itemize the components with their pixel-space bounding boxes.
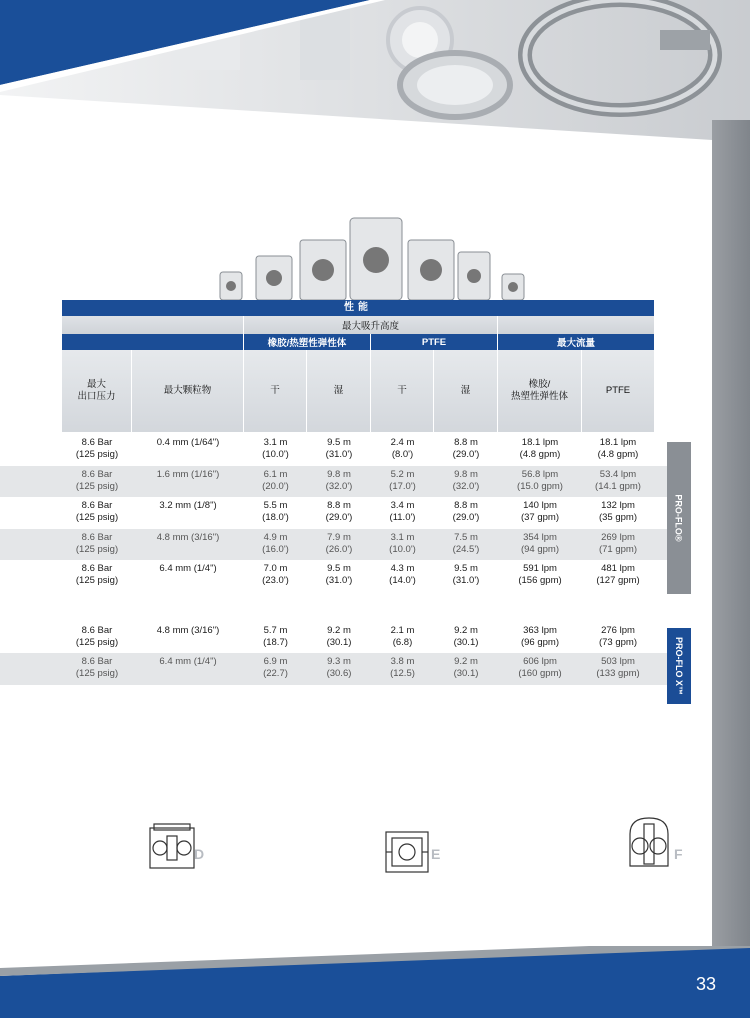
cell-ptfe-wet-lift: 9.5 m (31.0') [452,563,480,586]
cell-rubber-wet-lift: 7.9 m (26.0') [325,531,353,555]
cell-rubber-wet-lift: 8.8 m (29.0') [325,500,353,523]
cell-particle-size: 6.4 mm (1/4") [159,563,217,574]
cell-flow-rubber: 56.8 lpm (15.0 gpm) [517,468,563,492]
cell-ptfe-dry-lift: 2.1 m (6.8) [390,624,415,648]
cell-rubber-wet-lift: 9.8 m (32.0') [325,468,353,492]
cell-flow-rubber: 606 lpm (160 gpm) [518,656,562,679]
cell-rubber-dry-lift: 7.0 m (23.0') [262,563,289,586]
cell-outlet-pressure: 8.6 Bar (125 psig) [75,437,119,460]
cell-rubber-dry-lift: 5.7 m (18.7) [263,624,288,648]
cell-flow-ptfe: 276 lpm (73 gpm) [598,624,637,648]
rubber-heading: 橡胶/热塑性弹性体 [244,334,371,350]
pump-diagram-d [148,822,196,872]
cell-ptfe-dry-lift: 2.4 m (8.0') [390,437,415,460]
cell-outlet-pressure: 8.6 Bar (125 psig) [75,563,119,586]
cell-outlet-pressure: 8.6 Bar (125 psig) [75,531,119,555]
col-ptfe-dry: 干 [371,350,434,432]
pump-lineup-image [218,216,536,302]
page-number: 33 [695,974,716,994]
cell-flow-ptfe: 503 lpm (133 gpm) [596,656,640,679]
cell-ptfe-wet-lift: 9.8 m (32.0') [452,468,480,492]
right-margin-bar [712,120,750,960]
cell-rubber-dry-lift: 3.1 m (10.0') [262,437,289,460]
col-rubber-dry: 干 [244,350,307,432]
pump-diagram-f [624,814,674,872]
cell-rubber-wet-lift: 9.5 m (31.0') [325,563,353,586]
col-flow-rubber: 橡胶/ 热塑性弹性体 [498,350,582,432]
cell-flow-ptfe: 18.1 lpm (4.8 gpm) [597,437,639,460]
performance-table-body [0,434,668,685]
col-ptfe-wet: 湿 [434,350,498,432]
header-photo-collage [0,0,750,170]
cell-ptfe-wet-lift: 8.8 m (29.0') [452,500,480,523]
cell-ptfe-dry-lift: 4.3 m (14.0') [389,563,416,586]
table-row [0,434,668,466]
cell-outlet-pressure: 8.6 Bar (125 psig) [75,500,119,523]
cell-outlet-pressure: 8.6 Bar (125 psig) [75,624,119,648]
suction-lift-heading: 最大吸升高度 [244,316,498,334]
performance-table-header [62,300,654,432]
cell-rubber-wet-lift: 9.2 m (30.1) [326,624,352,648]
col-particle: 最大颗粒物 [132,350,244,432]
cell-ptfe-dry-lift: 3.4 m (11.0') [389,500,416,523]
proflo-rows [0,434,668,592]
cell-ptfe-wet-lift: 9.2 m (30.1) [453,656,479,679]
cell-flow-ptfe: 53.4 lpm (14.1 gpm) [595,468,641,492]
cell-ptfe-wet-lift: 7.5 m (24.5') [452,531,480,555]
cell-rubber-dry-lift: 6.1 m (20.0') [262,468,289,492]
cell-flow-rubber: 354 lpm (94 gpm) [520,531,559,555]
cell-flow-rubber: 363 lpm (96 gpm) [520,624,559,648]
table-row [0,622,668,654]
cell-rubber-wet-lift: 9.3 m (30.6) [326,656,352,679]
cell-particle-size: 1.6 mm (1/16") [156,468,220,480]
cell-outlet-pressure: 8.6 Bar (125 psig) [75,468,119,492]
proflox-rows [0,622,668,685]
cell-flow-rubber: 18.1 lpm (4.8 gpm) [519,437,561,460]
cell-rubber-dry-lift: 6.9 m (22.7) [263,656,288,679]
diagram-label-f: F [674,846,683,862]
cell-particle-size: 6.4 mm (1/4") [159,656,217,667]
table-row [0,497,668,529]
table-row [0,653,668,685]
cell-particle-size: 4.8 mm (3/16") [156,624,220,636]
cell-particle-size: 0.4 mm (1/64") [156,437,220,448]
diagram-label-e: E [431,846,441,862]
cell-rubber-wet-lift: 9.5 m (31.0') [325,437,353,460]
ptfe-heading: PTFE [371,334,498,350]
header-banner [0,0,750,170]
side-tab-proflo: PRO-FLO® [667,442,691,594]
cell-flow-ptfe: 269 lpm (71 gpm) [598,531,637,555]
pump-diagram-e [384,830,430,874]
table-row [0,466,668,498]
table-row [0,529,668,561]
col-flow-ptfe: PTFE [605,385,631,396]
cell-particle-size: 3.2 mm (1/8") [159,500,217,511]
table-row [0,560,668,592]
cell-ptfe-dry-lift: 3.1 m (10.0') [389,531,416,555]
performance-heading: 性能 [62,300,654,316]
cell-ptfe-wet-lift: 8.8 m (29.0') [452,437,480,460]
max-flow-heading: 最大流量 [556,338,595,349]
cell-ptfe-dry-lift: 3.8 m (12.5) [390,656,415,679]
cell-flow-ptfe: 481 lpm (127 gpm) [596,563,640,586]
cell-flow-ptfe: 132 lpm (35 gpm) [598,500,637,523]
cell-rubber-dry-lift: 5.5 m (18.0') [262,500,289,523]
cell-rubber-dry-lift: 4.9 m (16.0') [262,531,289,555]
cell-ptfe-wet-lift: 9.2 m (30.1) [453,624,479,648]
col-outlet-pressure: 最大 出口压力 [62,350,132,432]
cell-flow-rubber: 591 lpm (156 gpm) [518,563,562,586]
diagram-label-d: D [194,846,205,862]
cell-particle-size: 4.8 mm (3/16") [156,531,220,543]
cell-flow-rubber: 140 lpm (37 gpm) [520,500,559,523]
cell-ptfe-dry-lift: 5.2 m (17.0') [389,468,416,492]
col-rubber-wet: 湿 [307,350,371,432]
footer-band [0,946,750,1018]
cell-outlet-pressure: 8.6 Bar (125 psig) [75,656,119,679]
side-tab-proflox: PRO-FLO X™ [667,628,691,704]
